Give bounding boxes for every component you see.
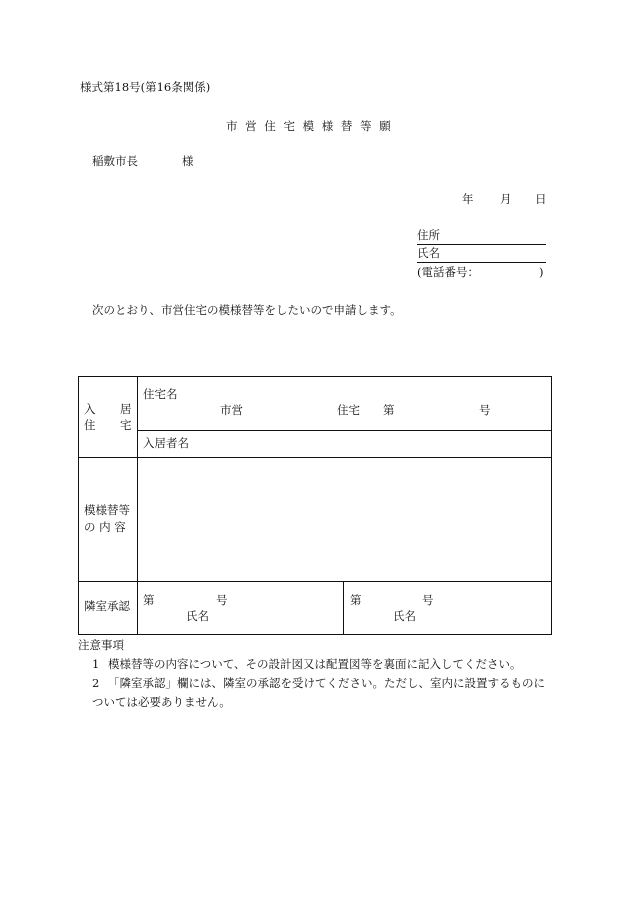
note2-text-line2: ついては必要ありません。 — [92, 695, 231, 709]
note1-text: 模様替等の内容について、その設計図又は配置図等を裏面に記入してください。 — [108, 657, 522, 671]
phone-close: ) — [539, 265, 544, 279]
address-field — [417, 230, 546, 245]
date-year: 年 — [462, 192, 474, 206]
neighbor2-name: 氏名 — [393, 609, 416, 623]
intro-text: 次のとおり、市営住宅の模様替等をしたいので申請します。 — [92, 303, 402, 317]
date-month: 月 — [500, 192, 512, 206]
content-label-line1: 模様替等 — [84, 503, 130, 517]
note2-number: 2 — [92, 676, 100, 690]
phone-open: (電話番号： — [417, 265, 479, 279]
neighbor1-dai: 第 — [143, 593, 155, 607]
residence-label-line2: 住 宅 — [84, 418, 132, 432]
table-label-divider — [137, 376, 138, 635]
neighbor1-go: 号 — [216, 593, 228, 607]
neighbor2-dai: 第 — [350, 593, 362, 607]
table-border-top — [78, 376, 552, 377]
city-label: 市営 — [220, 403, 243, 417]
housing-name-label: 住宅名 — [143, 387, 178, 401]
notes-heading: 注意事項 — [78, 638, 124, 652]
addressee-honorific: 様 — [182, 154, 194, 168]
neighbor2-go: 号 — [422, 593, 434, 607]
document-title: 市 営 住 宅 模 様 替 等 願 — [226, 119, 393, 133]
housing-label: 住宅 — [337, 403, 360, 417]
note2-text-line1: 「隣室承認」欄には、隣室の承認を受けてください。ただし、室内に設置するものに — [108, 676, 545, 690]
table-neighbor-divider — [343, 581, 344, 635]
name-field — [417, 248, 546, 263]
note1-number: 1 — [92, 657, 100, 671]
content-label-line2: の 内 容 — [84, 520, 126, 534]
name-label: 氏名 — [417, 246, 440, 260]
neighbor-label: 隣室承認 — [84, 599, 130, 613]
addressee-name: 稲敷市長 — [92, 154, 138, 168]
table-border-right — [551, 376, 552, 635]
resident-name-label: 入居者名 — [143, 436, 189, 450]
date-day: 日 — [535, 192, 547, 206]
table-row-divider-resident — [78, 457, 552, 458]
table-row-divider-content — [78, 581, 552, 582]
neighbor1-name: 氏名 — [186, 609, 209, 623]
table-row-divider-housing — [137, 430, 552, 431]
table-border-bottom — [78, 634, 552, 635]
dai-label: 第 — [383, 403, 395, 417]
table-border-left — [78, 376, 79, 635]
go-label: 号 — [479, 403, 491, 417]
address-label: 住所 — [417, 228, 440, 242]
form-number: 様式第18号(第16条関係) — [80, 80, 211, 94]
residence-label-line1: 入 居 — [84, 402, 132, 416]
